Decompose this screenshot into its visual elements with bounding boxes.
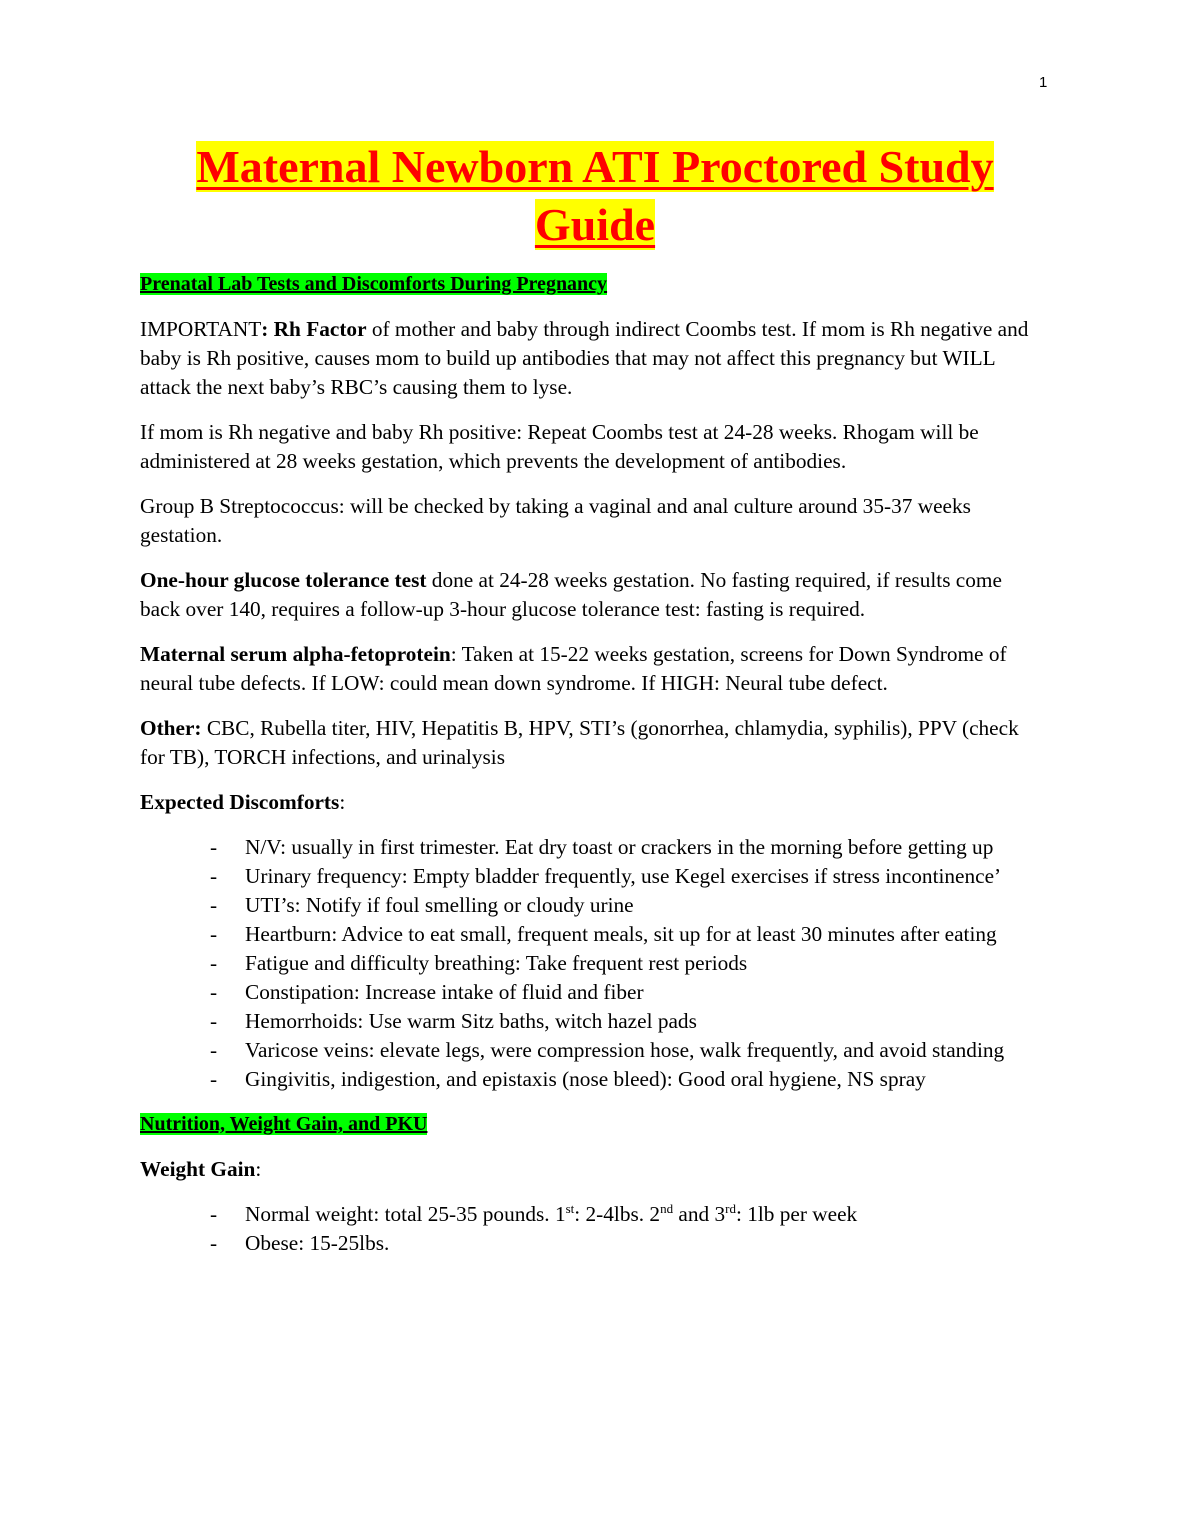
list-item-text: Varicose veins: elevate legs, were compression hose, walk frequently, and avoid standing — [245, 1038, 1005, 1062]
section-heading-nutrition — [140, 1110, 1040, 1139]
paragraph-other-tests — [140, 714, 1040, 772]
rh-factor-term: : Rh Factor — [261, 317, 367, 341]
important-lead: IMPORTANT — [140, 317, 262, 341]
paragraph-rh-factor — [140, 315, 1040, 402]
expected-discomforts-label: Expected Discomforts — [140, 790, 340, 814]
other-term: Other: — [140, 716, 202, 740]
glucose-test-text: done at 24-28 weeks gestation. No fasting required, if results come back over 140, requires a follow-up 3-hour glucose tolerance test: fasting is required. — [140, 568, 1002, 621]
list-item: - Obese: 15-25lbs. — [210, 1231, 390, 1255]
list-item: - UTI’s: Notify if foul smelling or cloudy urine — [210, 893, 634, 917]
paragraph-glucose-test — [140, 566, 1040, 624]
other-text: CBC, Rubella titer, HIV, Hepatitis B, HPV, STI’s (gonorrhea, chlamydia, syphilis), PPV (check for TB), TORCH infections, and urinalysis — [140, 716, 1019, 769]
expected-discomforts-heading: Expected Discomforts: — [140, 790, 346, 814]
list-item: - Fatigue and difficulty breathing: Take frequent rest periods — [210, 951, 748, 975]
list-item: - Constipation: Increase intake of fluid and fiber — [210, 980, 644, 1004]
paragraph-group-b-strep: Group B Streptococcus: will be checked by taking a vaginal and anal culture around 35-37 weeks gestation. — [140, 494, 971, 547]
list-item: - Normal weight: total 25-35 pounds. 1st: 2-4lbs. 2nd and 3rd: 1lb per week — [210, 1200, 858, 1226]
list-item: - Heartburn: Advice to eat small, frequent meals, sit up for at least 30 minutes after eating — [210, 922, 997, 946]
list-item-text: UTI’s: Notify if foul smelling or cloudy urine — [245, 893, 634, 917]
page-number: 1 — [1039, 74, 1048, 91]
document-title-text: Maternal Newborn ATI Proctored Study Guide — [196, 141, 994, 250]
paragraph-alpha-fetoprotein — [140, 640, 1040, 698]
list-item: - N/V: usually in first trimester. Eat dry toast or crackers in the morning before getting up — [210, 835, 994, 859]
section-heading-prenatal — [140, 270, 1040, 299]
weight-gain-heading: Weight Gain: — [140, 1157, 262, 1181]
afp-term: Maternal serum alpha-fetoprotein — [140, 642, 451, 666]
document-body — [140, 270, 1040, 1274]
list-item: - Hemorrhoids: Use warm Sitz baths, witch hazel pads — [210, 1009, 697, 1033]
list-item: - Urinary frequency: Empty bladder frequently, use Kegel exercises if stress incontinence’ — [210, 864, 1002, 888]
list-item-text: Urinary frequency: Empty bladder frequently, use Kegel exercises if stress incontinence’ — [245, 864, 1002, 888]
list-item-text: Obese: 15-25lbs. — [245, 1231, 390, 1255]
weight-gain-list — [140, 1200, 1040, 1258]
document-title — [140, 138, 1050, 254]
list-item-text: Constipation: Increase intake of fluid and fiber — [245, 980, 644, 1004]
list-item-text: N/V: usually in first trimester. Eat dry toast or crackers in the morning before getting up — [245, 835, 994, 859]
section-heading-nutrition-text: Nutrition, Weight Gain, and PKU — [140, 1113, 428, 1135]
section-heading-prenatal-text: Prenatal Lab Tests and Discomforts During Pregnancy — [140, 273, 608, 295]
list-item-text: Gingivitis, indigestion, and epistaxis (nose bleed): Good oral hygiene, NS spray — [245, 1067, 926, 1091]
rh-factor-text: of mother and baby through indirect Coombs test. If mom is Rh negative and baby is Rh positive, causes mom to build up antibodies that may not affect this pregnancy but WILL attack the next baby’s RBC’s causing them to lyse. — [140, 317, 1029, 399]
paragraph-rhogam: If mom is Rh negative and baby Rh positive: Repeat Coombs test at 24-28 weeks. Rhogam will be administered at 28 weeks gestation, which prevents the development of antibodies. — [140, 420, 979, 473]
list-item: - Varicose veins: elevate legs, were compression hose, walk frequently, and avoid standing — [210, 1038, 1005, 1062]
list-item-text: Fatigue and difficulty breathing: Take frequent rest periods — [245, 951, 748, 975]
discomforts-list — [140, 833, 1040, 1094]
list-item: - Gingivitis, indigestion, and epistaxis (nose bleed): Good oral hygiene, NS spray — [210, 1067, 926, 1091]
list-item-text: Hemorrhoids: Use warm Sitz baths, witch hazel pads — [245, 1009, 697, 1033]
weight-gain-label: Weight Gain — [140, 1157, 256, 1181]
glucose-test-term: One-hour glucose tolerance test — [140, 568, 427, 592]
afp-text: : Taken at 15-22 weeks gestation, screens for Down Syndrome of neural tube defects. If LOW: could mean down syndrome. If HIGH: Neural tube defect. — [140, 642, 1007, 695]
list-item-text: Heartburn: Advice to eat small, frequent meals, sit up for at least 30 minutes after eating — [245, 922, 997, 946]
